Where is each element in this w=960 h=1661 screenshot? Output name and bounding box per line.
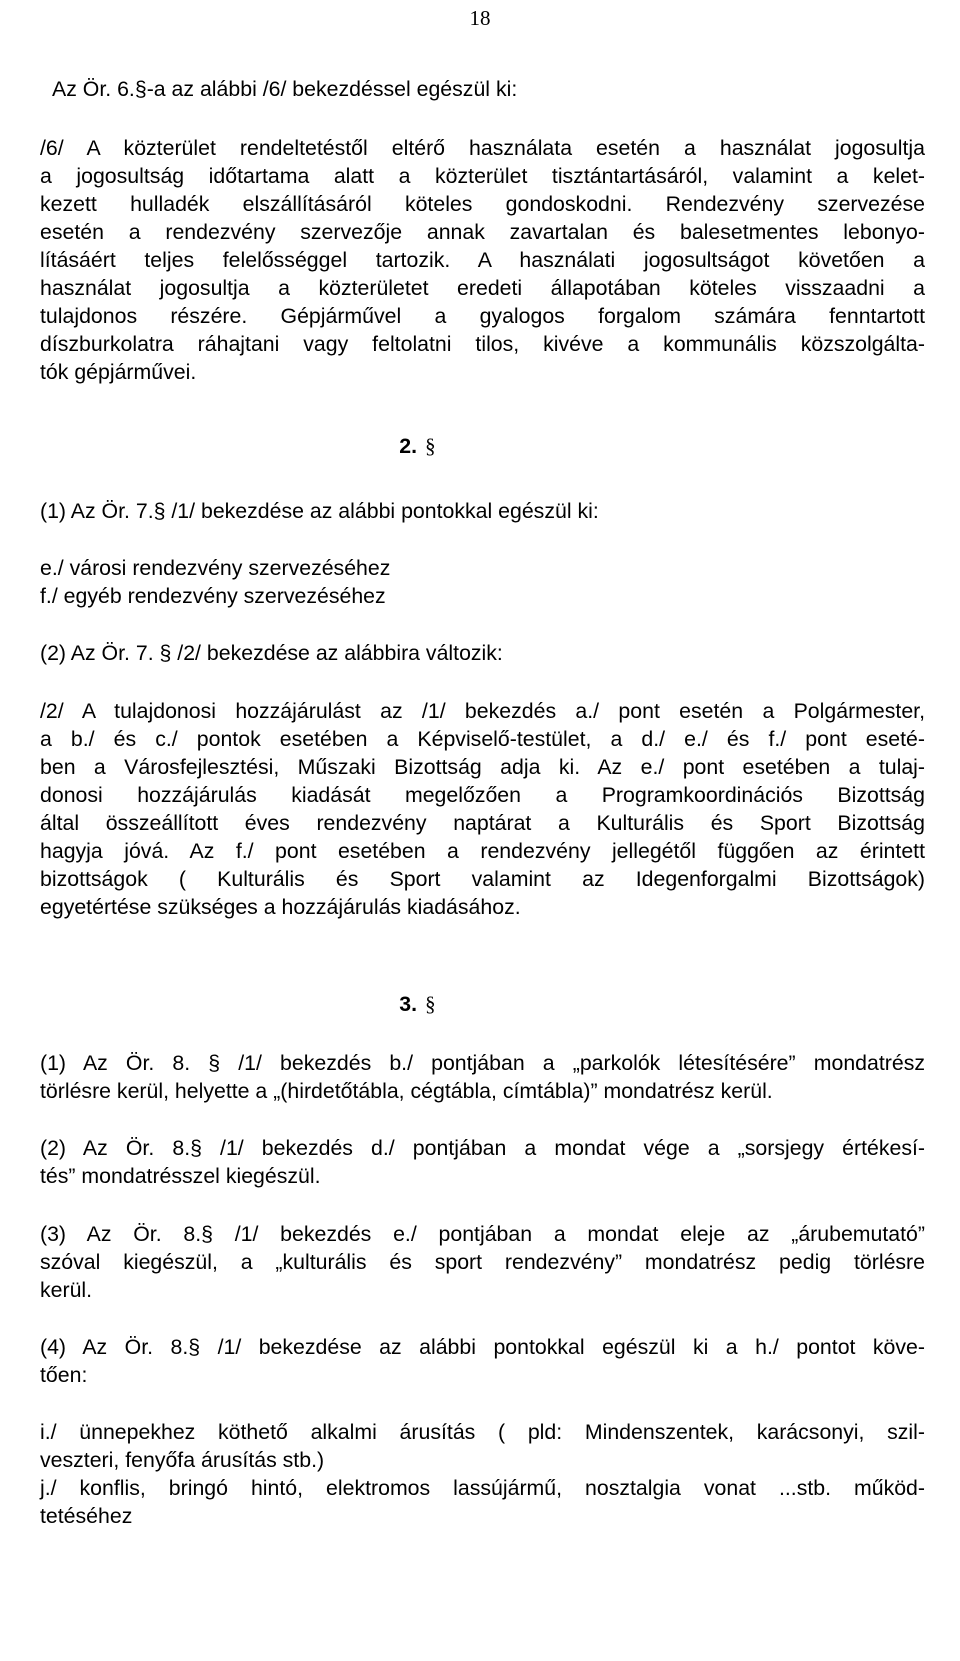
point-j-line: j./ konflis, bringó hintó, elektromos lassújármű, nosztalgia vonat ...stb. működ-	[40, 1476, 925, 1500]
section-2-heading	[0, 432, 835, 460]
paragraph-6-line: tók gépjárművei.	[40, 360, 197, 384]
paragraph-6-line: tulajdonos részére. Gépjárművel a gyalogos forgalom számára fenntartott	[40, 304, 925, 328]
paragraph-6-line: kezett hulladék elszállításáról köteles gondoskodni. Rendezvény szervezése	[40, 192, 925, 216]
section-2-item-1-line: (1) Az Ör. 7.§ /1/ bekezdése az alábbi pontokkal egészül ki:	[40, 499, 599, 523]
paragraph-2-new-line: bizottságok ( Kulturális és Sport valamint az Idegenforgalmi Bizottságok)	[40, 867, 925, 891]
point-j-line: tetéséhez	[40, 1504, 133, 1528]
point-i-line: veszteri, fenyőfa árusítás stb.)	[40, 1448, 325, 1472]
section-3-item-4-line: tően:	[40, 1363, 88, 1387]
paragraph-2-new-line: donosi hozzájárulás kiadását megelőzően a Programkoordinációs Bizottság	[40, 783, 925, 807]
section-sign: §	[425, 992, 436, 1016]
section-2-points-line: e./ városi rendezvény szervezéséhez	[40, 556, 391, 580]
section-3-item-4-line: (4) Az Ör. 8.§ /1/ bekezdése az alábbi pontokkal egészül ki a h./ pontot köve-	[40, 1335, 925, 1359]
paragraph-2-new-line: /2/ A tulajdonosi hozzájárulást az /1/ bekezdés a./ pont esetén a Polgármester,	[40, 699, 925, 723]
section-2-item-2-line: (2) Az Ör. 7. § /2/ bekezdése az alábbira változik:	[40, 641, 503, 665]
section-number: 2.	[399, 434, 418, 458]
section-3-item-3-line: kerül.	[40, 1278, 93, 1302]
section-number: 3.	[399, 992, 418, 1016]
section-3-item-1-line: törlésre kerül, helyette a „(hirdetőtábla, cégtábla, címtábla)” mondatrész kerül.	[40, 1079, 773, 1103]
paragraph-2-new-line: által összeállított éves rendezvény naptárat a Kulturális és Sport Bizottság	[40, 811, 925, 835]
section-3-item-2-line: (2) Az Ör. 8.§ /1/ bekezdés d./ pontjában a mondat vége a „sorsjegy értékesí-	[40, 1136, 925, 1160]
section-sign: §	[425, 434, 436, 458]
point-i-line: i./ ünnepekhez köthető alkalmi árusítás ( pld: Mindenszentek, karácsonyi, szil-	[40, 1420, 925, 1444]
amendment-intro-line: Az Ör. 6.§-a az alábbi /6/ bekezdéssel egészül ki:	[52, 77, 518, 101]
paragraph-6-line: esetén a rendezvény szervezője annak zavartalan és balesetmentes lebonyo-	[40, 220, 925, 244]
paragraph-2-new-line: ben a Városfejlesztési, Műszaki Bizottság adja ki. Az e./ pont esetében a tulaj-	[40, 755, 925, 779]
section-3-item-1-line: (1) Az Ör. 8. § /1/ bekezdés b./ pontjában a „parkolók létesítésére” mondatrész	[40, 1051, 925, 1075]
paragraph-6-line: /6/ A közterület rendeltetéstől eltérő használata esetén a használat jogosultja	[40, 136, 925, 160]
section-3-heading	[0, 990, 835, 1018]
section-3-item-3-line: (3) Az Ör. 8.§ /1/ bekezdés e./ pontjában a mondat eleje az „árubemutató”	[40, 1222, 925, 1246]
section-3-item-2-line: tés” mondatrésszel kiegészül.	[40, 1164, 321, 1188]
paragraph-2-new-line: a b./ és c./ pontok esetében a Képviselő-testület, a d./ e./ és f./ pont eseté-	[40, 727, 925, 751]
section-3-item-3-line: szóval kiegészül, a „kulturális és sport rendezvény” mondatrész pedig törlésre	[40, 1250, 925, 1274]
paragraph-2-new-line: hagyja jóvá. Az f./ pont esetében a rendezvény jellegétől függően az érintett	[40, 839, 925, 863]
section-2-points-line: f./ egyéb rendezvény szervezéséhez	[40, 584, 386, 608]
paragraph-6-line: a jogosultság időtartama alatt a közterület tisztántartásáról, valamint a kelet-	[40, 164, 925, 188]
paragraph-6-line: lításáért teljes felelősséggel tartozik. A használati jogosultságot követően a	[40, 248, 925, 272]
paragraph-2-new-line: egyetértése szükséges a hozzájárulás kiadásához.	[40, 895, 521, 919]
paragraph-6-line: díszburkolatra ráhajtani vagy feltolatni tilos, kivéve a kommunális közszolgálta-	[40, 332, 925, 356]
paragraph-6-line: használat jogosultja a közterületet eredeti állapotában köteles visszaadni a	[40, 276, 925, 300]
page-number: 18	[469, 6, 491, 30]
